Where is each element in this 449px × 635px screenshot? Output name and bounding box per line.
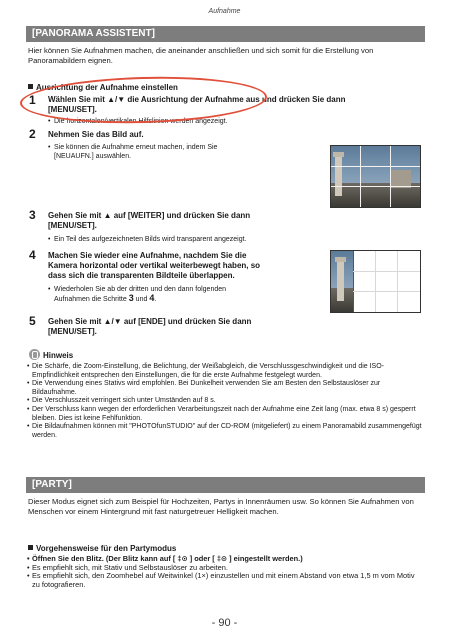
hint-item: • Die Verschlusszeit verringert sich unter Umständen auf 8 s. <box>27 397 423 406</box>
party-list <box>27 555 423 589</box>
step-number-1: 1 <box>29 93 36 107</box>
step-2-title: Nehmen Sie das Bild auf. <box>48 130 144 139</box>
party-item: • Es empfiehlt sich, mit Stativ und Selbstauslöser zu arbeiten. <box>27 564 423 573</box>
highlight-oval <box>19 74 267 126</box>
party-item: • Öffnen Sie den Blitz. (Der Blitz kann auf [ ‡⊙ ] oder [ ‡⊙ ] eingestellt werden.) <box>27 555 423 564</box>
step-1-title: Wählen Sie mit ▲/▼ die Ausrichtung der Aufnahme aus und drücken Sie dann [MENU/SET]. <box>48 95 346 114</box>
step-4-title: Machen Sie wieder eine Aufnahme, nachdem Sie die Kamera horizontal oder vertikal weiterbewegt haben, so dass sich die transparenten Bildteile überlappen. <box>48 251 261 280</box>
party-item: • Es empfiehlt sich, den Zoomhebel auf Weitwinkel (1×) einzustellen und mit einem Abstand von etwa 1,5 m vom Motiv zu fotografieren. <box>27 572 423 589</box>
hint-item: • Die Schärfe, die Zoom-Einstellung, die Belichtung, der Weißabgleich, die Verschlussgeschwindigkeit und die ISO-Empfindlichkeit entsprechen den Einstellungen, die für die erste Aufnahme festgelegt wurden. <box>27 363 423 380</box>
step-3-title: Gehen Sie mit ▲ auf [WEITER] und drücken Sie dann [MENU/SET]. <box>48 211 251 230</box>
panorama-subheading: Ausrichtung der Aufnahme einstellen <box>28 83 178 93</box>
section-title-panorama: [PANORAMA ASSISTENT] <box>26 26 425 42</box>
step-4-bullet: • Wiederholen Sie ab der dritten und den dann folgenden Aufnahmen die Schritte 3 und 4. <box>54 285 324 304</box>
party-intro: Dieser Modus eignet sich zum Beispiel für Hochzeiten, Partys in Innenräumen usw. So können Sie Aufnahmen von Menschen vor einem Hintergrund mit fast naturgetreuer Helligkeit machen. <box>28 497 414 516</box>
hint-list <box>27 363 423 440</box>
section-title-party: [PARTY] <box>26 477 425 493</box>
step-1-bullet: • Die horizontalen/vertikalen Hilfslinien werden angezeigt. <box>54 117 228 126</box>
panorama-overlap-image <box>330 250 421 313</box>
panorama-guide-image <box>330 145 421 208</box>
hint-heading: Hinweis <box>29 349 73 361</box>
hint-item: • Die Bildaufnahmen können mit "PHOTOfunSTUDIO" auf der CD-ROM (mitgeliefert) zu einem Panoramabild zusammengefügt werden. <box>27 423 423 440</box>
step-number-3: 3 <box>29 208 36 222</box>
step-5-title: Gehen Sie mit ▲/▼ auf [ENDE] und drücken Sie dann [MENU/SET]. <box>48 317 252 336</box>
square-bullet-icon <box>28 84 33 89</box>
step-2-bullet: • Sie können die Aufnahme erneut machen, indem Sie [NEUAUFN.] auswählen. <box>54 143 284 161</box>
panorama-intro: Hier können Sie Aufnahmen machen, die aneinander anschließen und sich somit für die Erstellung von Panoramabildern eignen. <box>28 46 374 65</box>
page-number: - 90 - <box>211 617 238 629</box>
step-number-5: 5 <box>29 314 36 328</box>
hint-item: • Die Verwendung eines Stativs wird empfohlen. Bei Dunkelheit verwenden Sie am Besten den Selbstauslöser zur Bildaufnahme. <box>27 380 423 397</box>
hint-item: • Der Verschluss kann wegen der erforderlichen Verarbeitungszeit nach der Aufnahme eine Zeit lang (max. etwa 8 s) gesperrt bleiben. Dies ist keine Fehlfunktion. <box>27 406 423 423</box>
running-head: Aufnahme <box>208 8 241 15</box>
note-icon <box>29 349 40 360</box>
party-subheading: Vorgehensweise für den Partymodus <box>28 544 176 554</box>
step-number-2: 2 <box>29 127 36 141</box>
square-bullet-icon <box>28 545 33 550</box>
step-3-bullet: • Ein Teil des aufgezeichneten Bilds wird transparent angezeigt. <box>54 235 247 244</box>
step-number-4: 4 <box>29 248 36 262</box>
